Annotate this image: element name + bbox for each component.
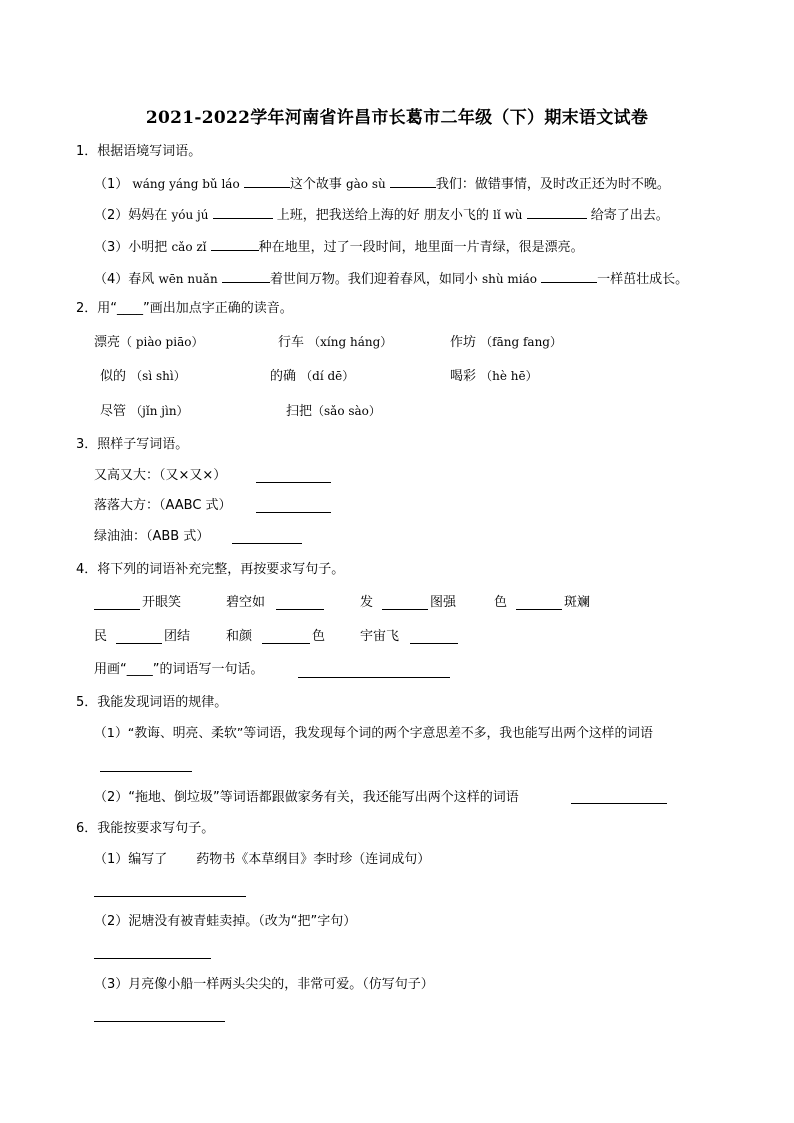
- q5-line-2: （2）“拖地、倒垃圾”等词语都跟做家务有关，我还能写出两个这样的词语: [94, 790, 519, 805]
- question-2-stem: [76, 300, 293, 318]
- pinyin-options[interactable]: （xíng háng）: [308, 335, 393, 349]
- answer-blank[interactable]: [541, 269, 597, 283]
- q6-line-3: （3）月亮像小船一样两头尖尖的，非常可爱。（仿写句子）: [94, 977, 434, 992]
- q6-line-2: （2）泥塘没有被青蛙卖掉。（改为“把”字句）: [94, 914, 357, 929]
- word-part: 色: [494, 595, 508, 610]
- pronunciation-item: [100, 402, 189, 421]
- answer-blank[interactable]: [213, 205, 273, 219]
- pinyin: yóu jú: [171, 208, 209, 222]
- pronunciation-item: [270, 367, 354, 386]
- question-number: 2．: [76, 301, 98, 316]
- sentence-text: 春风: [128, 272, 155, 287]
- question-text: 我能发现词语的规律。: [97, 695, 228, 710]
- q1-line-3: [94, 237, 584, 257]
- pinyin-options[interactable]: （sǎo sào）: [312, 404, 381, 418]
- q3-line-2: 落落大方：（AABC 式）: [94, 498, 232, 513]
- pronunciation-item: [100, 367, 186, 386]
- sentence-text: 种在地里，过了一段时间，地里面一片青绿，很是漂亮。: [258, 240, 584, 255]
- sentence-text: 小明把: [128, 240, 168, 255]
- item-number: （4）: [94, 272, 129, 287]
- sentence-text: 一样茁壮成长。: [597, 272, 689, 287]
- pinyin-options[interactable]: （hè hē）: [480, 369, 538, 383]
- sentence-text: 妈妈在: [128, 208, 168, 223]
- word-part: 团结: [164, 629, 191, 644]
- pronunciation-item: [450, 333, 562, 352]
- q3-line-1: 又高又大：（又×又×）: [94, 468, 227, 483]
- sentence-text: 着世间万物。我们迎着春风，如同小: [269, 272, 478, 287]
- question-number: 5．: [76, 695, 98, 710]
- word: 漂亮: [94, 335, 121, 350]
- word-part: 和颜: [226, 629, 253, 644]
- pinyin: shù miáo: [482, 272, 538, 286]
- question-3-stem: [76, 436, 188, 454]
- answer-blank[interactable]: [390, 174, 436, 188]
- q6-line-1: （1）编写了 药物书《本草纲目》李时珍（连词成句）: [94, 852, 431, 867]
- question-text: 用“____”画出加点字正确的读音。: [97, 301, 293, 316]
- answer-blank[interactable]: [94, 1021, 225, 1022]
- answer-blank[interactable]: [116, 643, 162, 644]
- word-part: 民: [94, 629, 108, 644]
- answer-blank[interactable]: [256, 482, 331, 483]
- word: 似的: [100, 369, 127, 384]
- word: 喝彩: [450, 369, 477, 384]
- pinyin-options[interactable]: （fāng fang）: [480, 335, 562, 349]
- sentence-text: 我们：做错事情，及时改正还为时不晚。: [435, 177, 670, 192]
- answer-blank[interactable]: [211, 237, 259, 251]
- q3-line-3: 绿油油：（ABB 式）: [94, 529, 210, 544]
- pinyin-options[interactable]: （ piào piāo）: [120, 335, 204, 349]
- q1-line-1: [94, 174, 670, 194]
- question-4-stem: [76, 561, 344, 579]
- question-text: 根据语境写词语。: [97, 144, 202, 159]
- answer-blank[interactable]: [232, 543, 302, 544]
- word: 扫把: [286, 404, 313, 419]
- q4-sentence-instruction: 用画“____”的词语写一句话。: [94, 662, 264, 677]
- word: 尽管: [100, 404, 127, 419]
- question-1-stem: [76, 143, 201, 161]
- question-6-stem: [76, 820, 214, 838]
- pinyin-options[interactable]: （jǐn jìn）: [130, 404, 189, 418]
- question-text: 我能按要求写句子。: [97, 821, 215, 836]
- pronunciation-item: [94, 333, 203, 352]
- sentence-text: 给寄了出去。: [590, 208, 669, 223]
- word: 行车: [278, 335, 305, 350]
- answer-blank[interactable]: [100, 771, 192, 772]
- answer-blank[interactable]: [298, 677, 450, 678]
- pinyin: gào sù: [345, 177, 386, 191]
- item-number: （3）: [94, 240, 129, 255]
- answer-blank[interactable]: [276, 609, 324, 610]
- answer-blank[interactable]: [527, 205, 587, 219]
- pinyin: cǎo zǐ: [171, 240, 207, 254]
- answer-blank[interactable]: [244, 174, 290, 188]
- question-number: 1．: [76, 144, 98, 159]
- question-number: 6．: [76, 821, 98, 836]
- word: 的确: [270, 369, 297, 384]
- item-number: （1）: [94, 177, 129, 192]
- word-part: 色: [312, 629, 326, 644]
- q5-line-1: （1）“教诲、明亮、柔软”等词语，我发现每个词的两个字意思差不多，我也能写出两个这样的词语: [94, 726, 653, 741]
- answer-blank[interactable]: [410, 643, 458, 644]
- answer-blank[interactable]: [256, 512, 331, 513]
- pinyin-options[interactable]: （dí dē）: [300, 369, 355, 383]
- page-title: 2021-2022学年河南省许昌市长葛市二年级（下）期末语文试卷: [145, 108, 649, 128]
- sentence-text: 这个故事: [289, 177, 342, 192]
- answer-blank[interactable]: [94, 896, 246, 897]
- pronunciation-item: [286, 402, 381, 421]
- pinyin: lǐ wù: [493, 208, 523, 222]
- question-text: 将下列的词语补充完整，再按要求写句子。: [97, 562, 345, 577]
- answer-blank[interactable]: [382, 609, 428, 610]
- pinyin-options[interactable]: （sì shì）: [130, 369, 186, 383]
- answer-blank[interactable]: [94, 609, 140, 610]
- answer-blank[interactable]: [262, 643, 310, 644]
- question-text: 照样子写词语。: [97, 437, 189, 452]
- q1-line-4: [94, 269, 688, 289]
- sentence-text: 上班，把我送给上海的好 朋友小飞的: [276, 208, 489, 223]
- item-number: （2）: [94, 208, 129, 223]
- question-number: 3．: [76, 437, 98, 452]
- word-part: 发: [360, 595, 374, 610]
- q1-line-2: [94, 205, 669, 225]
- word: 作坊: [450, 335, 477, 350]
- answer-blank[interactable]: [222, 269, 270, 283]
- pronunciation-item: [278, 333, 392, 352]
- word-part: 图强: [430, 595, 457, 610]
- answer-blank[interactable]: [516, 609, 562, 610]
- pronunciation-item: [450, 367, 538, 386]
- word-part: 碧空如: [226, 595, 266, 610]
- word-part: 斑斓: [564, 595, 591, 610]
- answer-blank[interactable]: [571, 803, 667, 804]
- answer-blank[interactable]: [94, 958, 211, 959]
- question-5-stem: [76, 694, 227, 712]
- pinyin: wáng yáng bǔ láo: [132, 177, 240, 191]
- word-part: 开眼笑: [142, 595, 182, 610]
- pinyin: wēn nuǎn: [158, 272, 218, 286]
- question-number: 4．: [76, 562, 98, 577]
- word-part: 宇宙飞: [360, 629, 400, 644]
